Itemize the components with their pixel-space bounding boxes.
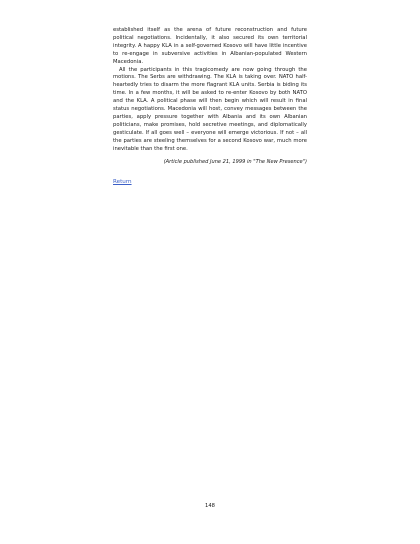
page-number: 148 (205, 503, 215, 509)
paragraph-continuation: established itself as the arena of future reconstruction and future political negotiations. Incidentally, it also secured its own territorial integrity. A happy KLA in a self-governed Kosovo will have little incentive to re-engage in subversive activities in Albanian-populated Western Macedonia. (113, 27, 307, 65)
text-column (113, 27, 307, 187)
article-citation: (Article published June 21, 1999 in "The New Presence") (163, 158, 307, 165)
return-link[interactable]: Return (113, 179, 132, 186)
paragraph-participants: All the participants in this tragicomedy are now going through the motions. The Serbs are withdrawing. The KLA is taking over. NATO half-heartedly tries to disarm the more flagrant KLA units. Serbia is biding its time. In a few months, it will be asked to re-enter Kosovo by both NATO and the KLA. A political phase will then begin which will result in final status negotiations. Macedonia will host, convey messages between the parties, apply pressure together with Albania and its own Albanian politicians, make promises, hold secretive meetings, and diplomatically gesticulate. If all goes well – everyone will emerge victorious. If not – all the parties are steeling themselves for a second Kosovo war, much more inevitable than the first one. (113, 66, 307, 152)
